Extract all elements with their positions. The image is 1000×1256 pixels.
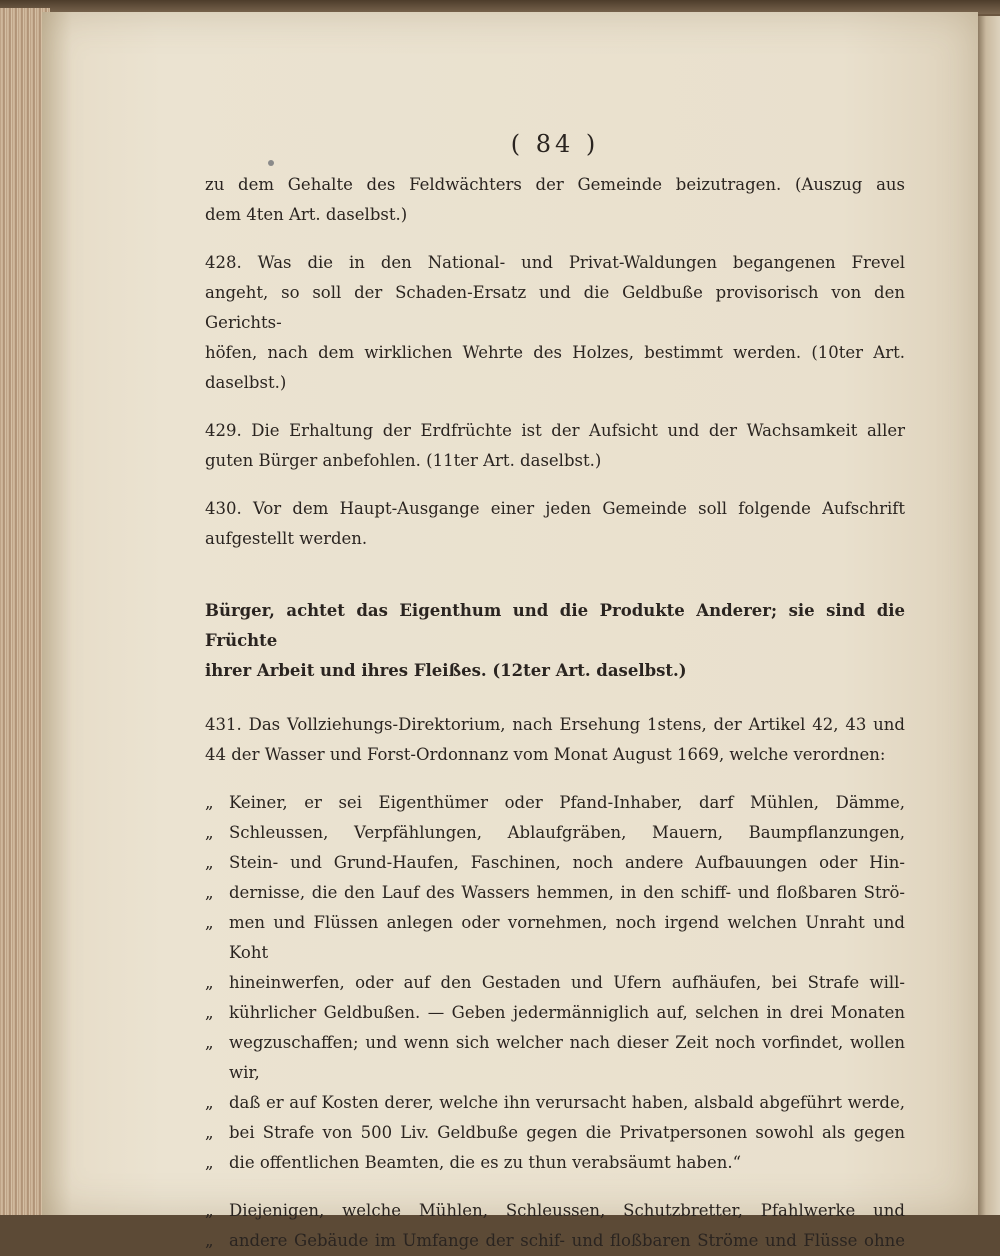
text-line: guten Bürger anbefohlen. (11ter Art. daselbst.) xyxy=(205,451,602,470)
quote-line: „ daß er auf Kosten derer, welche ihn verursacht haben, alsbald abgeführt werde, xyxy=(229,1088,905,1118)
quote-line: „ Keiner, er sei Eigenthümer oder Pfand-Inhaber, darf Mühlen, Dämme, xyxy=(229,788,905,818)
text-line: angeht, so soll der Schaden-Ersatz und die Geldbuße provisorisch von den Gerichts- xyxy=(205,283,905,332)
quote-line: „ bei Strafe von 500 Liv. Geldbuße gegen die Privatpersonen sowohl als gegen xyxy=(229,1118,905,1148)
quote-mark: „ xyxy=(205,1123,214,1142)
quote-line: „ wegzuschaffen; und wenn sich welcher nach dieser Zeit noch vorfindet, wollen wir, xyxy=(229,1028,905,1088)
quote-line: „ kührlicher Geldbußen. — Geben jedermänniglich auf, selchen in drei Monaten xyxy=(229,998,905,1028)
quote-mark: „ xyxy=(205,1033,214,1052)
quote-line: „ andere Gebäude im Umfange der schif- und floßbaren Ströme und Flüsse ohne xyxy=(229,1226,905,1256)
text-line: 428. Was die in den National- und Privat-Waldungen begangenen Frevel xyxy=(205,253,905,272)
text-line: 431. Das Vollziehungs-Direktorium, nach Ersehung 1stens, der Artikel 42, 43 und xyxy=(205,715,905,734)
quote-mark: „ xyxy=(205,1003,214,1022)
quote-mark: „ xyxy=(205,1231,214,1250)
text-line: 429. Die Erhaltung der Erdfrüchte ist der Aufsicht und der Wachsamkeit aller xyxy=(205,421,905,440)
text-line: aufgestellt werden. xyxy=(205,529,368,548)
page-number: ( 84 ) xyxy=(510,130,600,158)
quote-line: „ die offentlichen Beamten, die es zu thun verabsäumt haben.“ xyxy=(229,1148,905,1178)
text-line: 430. Vor dem Haupt-Ausgange einer jeden Gemeinde soll folgende Aufschrift xyxy=(205,499,905,518)
quote-block-2 xyxy=(205,1196,905,1256)
text-line: 44 der Wasser und Forst-Ordonnanz vom Monat August 1669, welche verordnen: xyxy=(205,745,886,764)
text-line: höfen, nach dem wirklichen Wehrte des Holzes, bestimmt werden. (10ter Art. xyxy=(205,343,905,362)
paragraph-429 xyxy=(205,416,905,476)
paragraph-428 xyxy=(205,248,905,398)
text-line: zu dem Gehalte des Feldwächters der Gemeinde beizutragen. (Auszug aus xyxy=(205,175,905,194)
quote-mark: „ xyxy=(205,853,214,872)
inscription xyxy=(205,596,905,686)
text-line: dem 4ten Art. daselbst.) xyxy=(205,205,408,224)
text-line: ihrer Arbeit und ihres Fleißes. (12ter Art. daselbst.) xyxy=(205,661,687,680)
quote-mark: „ xyxy=(205,1201,214,1220)
text-line: Bürger, achtet das Eigenthum und die Produkte Anderer; sie sind die Früchte xyxy=(205,601,905,650)
quote-block-1 xyxy=(205,788,905,1178)
page-text xyxy=(205,130,905,1256)
quote-mark: „ xyxy=(205,823,214,842)
quote-line: „ dernisse, die den Lauf des Wassers hemmen, in den schiff- und floßbaren Strö- xyxy=(229,878,905,908)
text-line: daselbst.) xyxy=(205,373,287,392)
quote-mark: „ xyxy=(205,913,214,932)
quote-mark: „ xyxy=(205,973,214,992)
paragraph-431 xyxy=(205,710,905,770)
quote-mark: „ xyxy=(205,1093,214,1112)
quote-mark: „ xyxy=(205,793,214,812)
facing-page-edge xyxy=(978,16,1000,1215)
quote-mark: „ xyxy=(205,1153,214,1172)
quote-line: „ hineinwerfen, oder auf den Gestaden und Ufern aufhäufen, bei Strafe will- xyxy=(229,968,905,998)
quote-line: „ men und Flüssen anlegen oder vornehmen, noch irgend welchen Unraht und Koht xyxy=(229,908,905,968)
quote-line: „ Stein- und Grund-Haufen, Faschinen, noch andere Aufbauungen oder Hin- xyxy=(229,848,905,878)
quote-line: „ Schleussen, Verpfählungen, Ablaufgräben, Mauern, Baumpflanzungen, xyxy=(229,818,905,848)
quote-mark: „ xyxy=(205,883,214,902)
paragraph-430 xyxy=(205,494,905,554)
paragraph-continuation xyxy=(205,170,905,230)
quote-line: „ Diejenigen, welche Mühlen, Schleussen, Schutzbretter, Pfahlwerke und xyxy=(229,1196,905,1226)
